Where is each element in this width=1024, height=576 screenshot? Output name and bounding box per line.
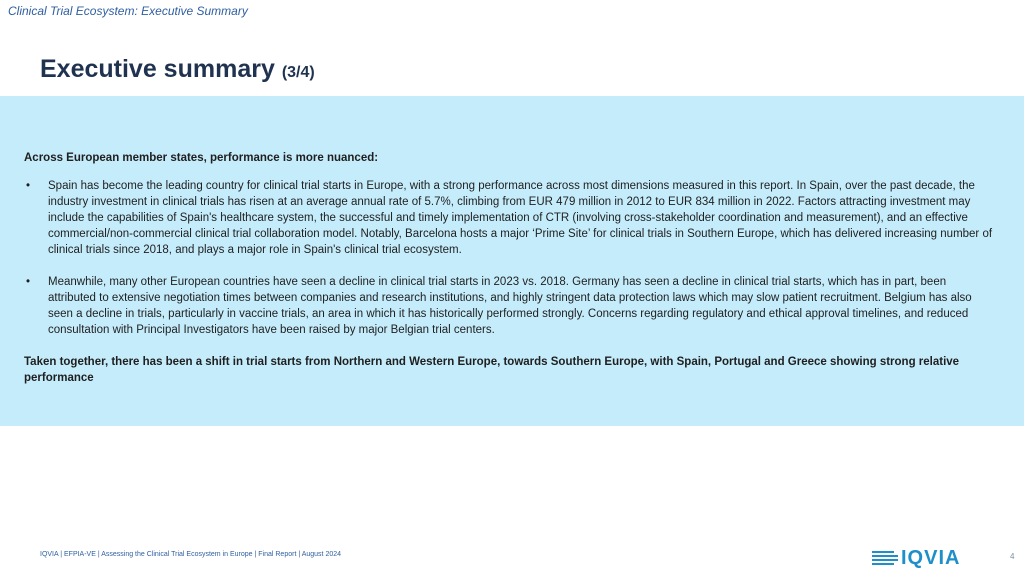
summary-content <box>24 150 994 386</box>
iqvia-logo-text: IQVIA <box>901 547 961 569</box>
page-title <box>40 55 315 84</box>
bullet-text: Meanwhile, many other European countries have seen a decline in clinical trial starts in 2023 vs. 2018. Germany has seen a decline in clinical trial starts, which has in part, been attributed to extensive negotiation times between companies and research institutions, and highly stringent data protection laws which may slow patient recruitment. Belgium has also seen a decline in trials, particularly in vaccine trials, an area in which it has historically performed strongly. Concerns regarding regulatory and ethical approval timelines, and reduced consultation with Principal Investigators have been raised by major Belgian trial centers. <box>48 276 972 336</box>
section-tag: Clinical Trial Ecosystem: Executive Summary <box>8 4 248 18</box>
iqvia-logo-mark-icon <box>872 551 898 565</box>
bullet-marker: • <box>26 276 31 288</box>
summary-lead: Across European member states, performance is more nuanced: <box>24 152 379 164</box>
bullet-text: Spain has become the leading country for clinical trial starts in Europe, with a strong performance across most dimensions measured in this report. In Spain, over the past decade, the industry investment in clinical trials has risen at an average annual rate of 5.7%, climbing from EUR 479 million in 2012 to EUR 834 million in 2022. Factors attracting investment may include the capabilities of Spain's healthcare system, the successful and timely implementation of CTR (involving cross-stakeholder coordination and measurement), and an effective commercial/non-commercial clinical trial collaboration model. Notably, Barcelona hosts a major ‘Prime Site’ for clinical trials in Southern Europe, which has delivered increasing number of clinical trials since 2018, and plays a major role in Spain's clinical trial ecosystem. <box>48 180 993 256</box>
bullet-marker: • <box>26 180 31 192</box>
page-number: 4 <box>1010 552 1015 561</box>
iqvia-logo <box>872 548 960 568</box>
footer-citation: IQVIA | EFPIA-VE | Assessing the Clinical Trial Ecosystem in Europe | Final Report | August 2024 <box>40 551 342 558</box>
page-title-text: Executive summary <box>40 55 275 83</box>
summary-bullet-decline <box>24 274 994 338</box>
page-title-suffix: (3/4) <box>281 64 315 81</box>
summary-conclusion: Taken together, there has been a shift in trial starts from Northern and Western Europe, towards Southern Europe, with Spain, Portugal and Greece showing strong relative performance <box>24 356 960 384</box>
summary-bullet-spain <box>24 178 994 258</box>
summary-bullet-list <box>24 178 994 338</box>
